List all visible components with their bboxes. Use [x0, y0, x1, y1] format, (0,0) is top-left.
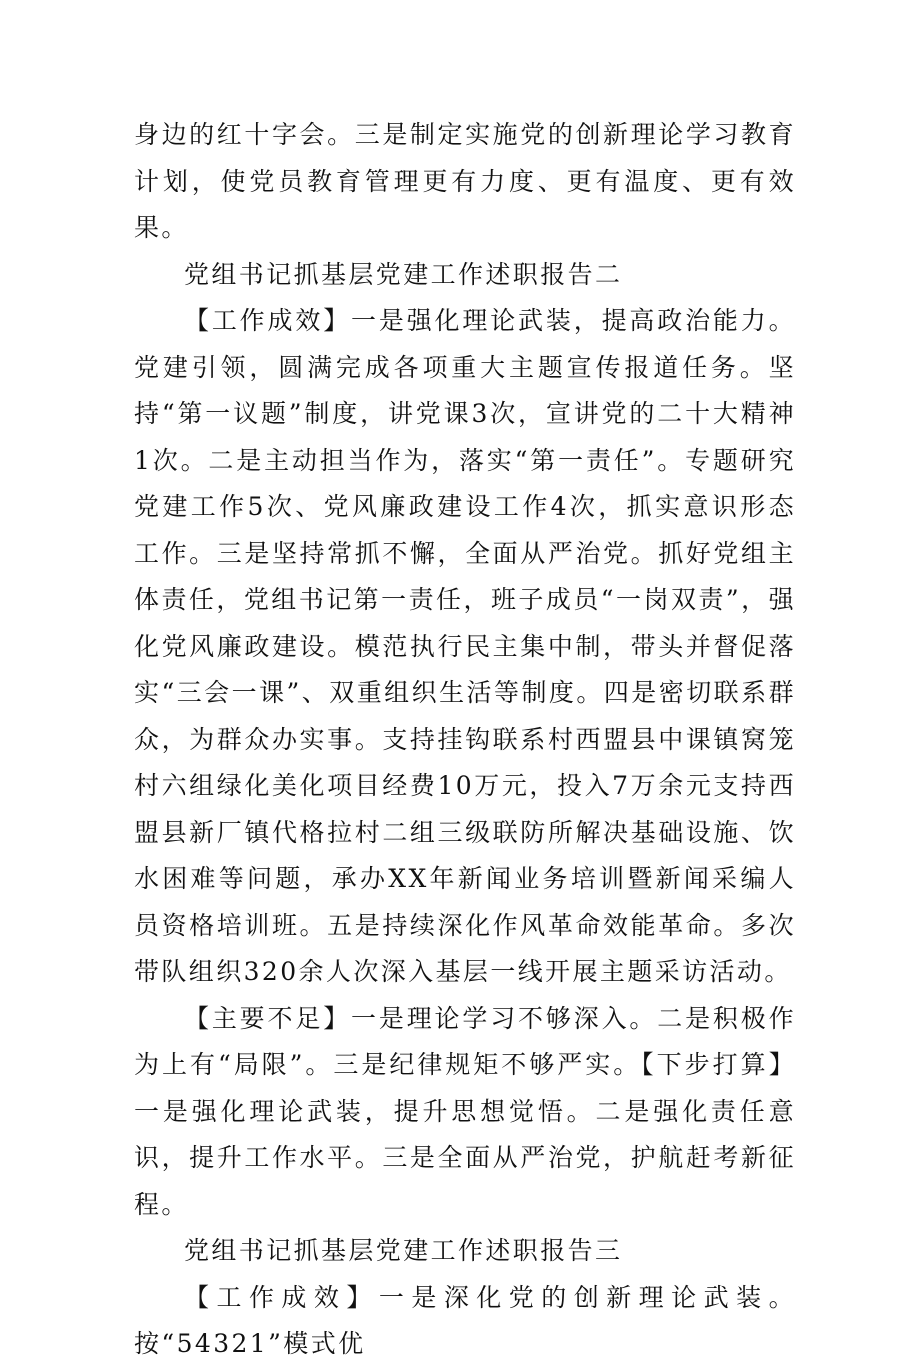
- paragraph-work-results: 【工作成效】一是强化理论武装，提高政治能力。党建引领，圆满完成各项重大主题宣传报道任务。坚持“第一议题”制度，讲党课3次，宣讲党的二十大精神1次。二是主动担当作为，落实“第一责任”。专题研究党建工作5次、党风廉政建设工作4次，抓实意识形态工作。三是坚持常抓不懈，全面从严治党。抓好党组主体责任，党组书记第一责任，班子成员“一岗双责”，强化党风廉政建设。模范执行民主集中制，带头并督促落实“三会一课”、双重组织生活等制度。四是密切联系群众，为群众办实事。支持挂钩联系村西盟县中课镇窝笼村六组绿化美化项目经费10万元，投入7万余元支持西盟县新厂镇代格拉村二组三级联防所解决基础设施、饮水困难等问题，承办XX年新闻业务培训暨新闻采编人员资格培训班。五是持续深化作风革命效能革命。多次带队组织320余人次深入基层一线开展主题采访活动。: [134, 306, 796, 986]
- paragraph-continuation: 身边的红十字会。三是制定实施党的创新理论学习教育计划，使党员教育管理更有力度、更有温度、更有效果。: [134, 120, 796, 242]
- section-heading-report-three: 党组书记抓基层党建工作述职报告三: [184, 1236, 623, 1265]
- document-body: [134, 112, 796, 1368]
- paragraph-work-results-three: 【工作成效】一是深化党的创新理论武装。按“54321”模式优: [134, 1282, 796, 1358]
- section-heading-report-two: 党组书记抓基层党建工作述职报告二: [184, 259, 623, 289]
- paragraph-shortcomings-and-plans: 【主要不足】一是理论学习不够深入。二是积极作为上有“局限”。三是纪律规矩不够严实。【下步打算】一是强化理论武装，提升思想觉悟。二是强化责任意识，提升工作水平。三是全面从严治党，护航赶考新征程。: [134, 1003, 796, 1219]
